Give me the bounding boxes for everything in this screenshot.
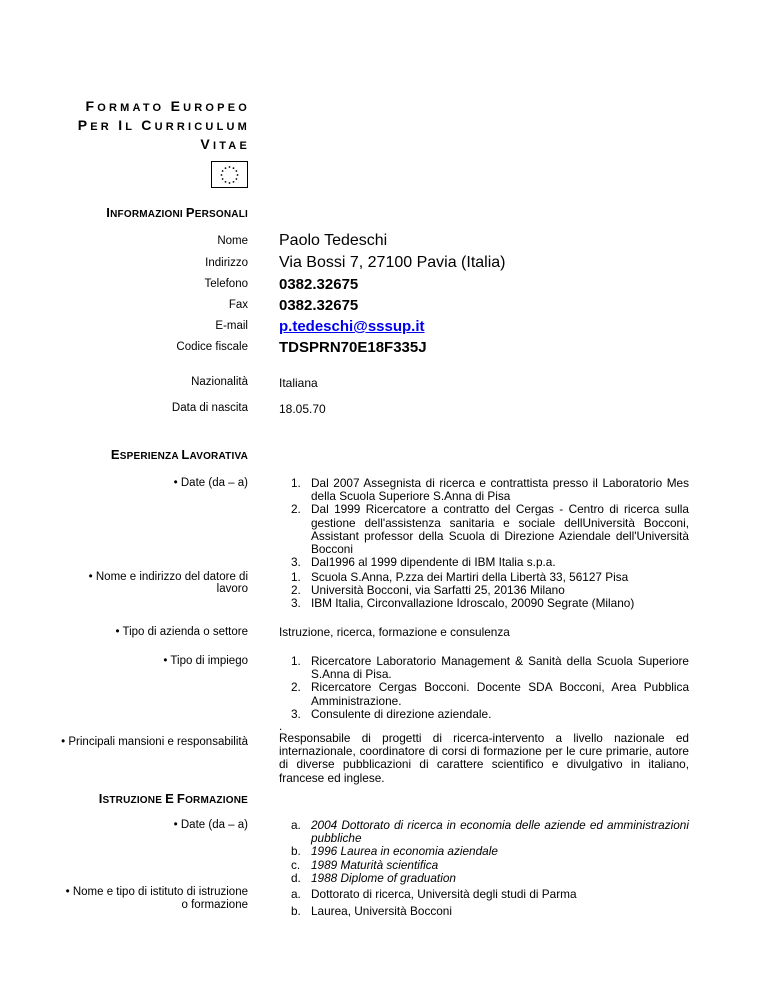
list-item: 1. Dal 2007 Assegnista di ricerca e contrattista presso il Laboratorio Mes della Scuola Superiore S.Anna di Pisa — [291, 476, 689, 504]
institute-list — [279, 886, 689, 920]
value-telefono: 0382.32675 — [279, 276, 359, 293]
value-codice-fiscale: TDSPRN70E18F335J — [279, 339, 427, 356]
label-employer: • Nome e indirizzo del datore di lavoro — [88, 571, 248, 595]
label-education-dates: • Date (da – a) — [173, 819, 248, 831]
list-item: 3. IBM Italia, Circonvallazione Idroscalo, 20090 Segrate (Milano) — [291, 596, 635, 611]
value-data-nascita: 18.05.70 — [279, 402, 326, 416]
list-item: 3. Dal1996 al 1999 dipendente di IBM Italia s.p.a. — [291, 555, 556, 570]
value-fax: 0382.32675 — [279, 297, 359, 314]
label-work-dates: • Date (da – a) — [173, 477, 248, 489]
value-indirizzo: Via Bossi 7, 27100 Pavia (Italia) — [279, 254, 506, 271]
label-institute-line-1: • Nome e tipo di istituto di istruzione — [65, 886, 248, 898]
label-sector: • Tipo di azienda o settore — [115, 626, 248, 638]
education-dates-list — [279, 819, 689, 885]
list-item: 2. Dal 1999 Ricercatore a contratto del Cergas - Centro di ricerca sulla gestione dell'assistenza sanitaria e sociale dellUniversità Bocconi, Assistant professor della Scuola di Direzione Aziendale dell'Università Bocconi — [291, 502, 689, 557]
value-nome: Paolo Tedeschi — [279, 232, 388, 249]
section-education: ISTRUZIONE E FORMAZIONE — [98, 791, 248, 806]
email-link[interactable]: p.tedeschi@sssup.it — [279, 318, 425, 335]
list-item: c. 1989 Maturità scientifica — [291, 857, 439, 872]
value-nazionalita: Italiana — [279, 376, 318, 390]
label-codice-fiscale: Codice fiscale — [176, 341, 248, 353]
label-job-type: • Tipo di impiego — [163, 655, 248, 667]
section-personal-info: INFORMAZIONI PERSONALI — [106, 205, 248, 220]
label-email: E-mail — [215, 320, 248, 332]
eu-flag-icon — [211, 161, 248, 188]
cv-title — [60, 98, 250, 155]
employer-list — [279, 571, 689, 611]
list-item: 1. Ricercatore Laboratorio Management & Sanità della Scuola Superiore S.Anna di Pisa. — [291, 654, 689, 682]
section-work-experience: ESPERIENZA LAVORATIVA — [110, 447, 248, 462]
label-institute-line-2: o formazione — [181, 899, 248, 911]
work-dates-list — [279, 477, 689, 569]
list-item: b. 1996 Laurea in economia aziendale — [291, 844, 498, 859]
list-item: a. 2004 Dottorato di ricerca in economia delle aziende ed amministrazioni pubbliche — [291, 818, 689, 846]
label-telefono: Telefono — [204, 278, 248, 290]
list-item: 1. Scuola S.Anna, P.zza dei Martiri della Libertà 33, 56127 Pisa — [291, 570, 629, 584]
value-duties: Responsabile di progetti di ricerca-intervento a livello nazionale ed internazionale, coordinatore di corsi di formazione per le cure primarie, autore di diverse pubblicazioni di carattere scientifico e divulgativo in italiano, francese ed inglese. — [279, 731, 689, 785]
label-institute — [60, 886, 248, 912]
list-item: b. Laurea, Università Bocconi — [291, 904, 452, 918]
title-line-3: VITAE — [200, 136, 250, 152]
label-nazionalita: Nazionalità — [191, 376, 248, 388]
title-line-1: FORMATO EUROPEO — [85, 98, 250, 114]
label-fax: Fax — [228, 299, 248, 311]
job-type-list — [279, 655, 689, 721]
list-item: d. 1988 Diplome of graduation — [291, 870, 456, 885]
list-item: 3. Consulente di direzione aziendale. — [291, 706, 492, 721]
title-line-2: PER IL CURRICULUM — [77, 117, 250, 133]
list-item: 2. Università Bocconi, via Sarfatti 25, 20136 Milano — [291, 583, 565, 598]
list-item: 2. Ricercatore Cergas Bocconi. Docente SDA Bocconi, Area Pubblica Amministrazione. — [291, 680, 689, 708]
label-duties: • Principali mansioni e responsabilità — [61, 736, 248, 748]
separator-dot: . — [279, 719, 283, 733]
label-data-nascita: Data di nascita — [171, 402, 248, 414]
label-nome: Nome — [217, 235, 248, 247]
list-item: a. Dottorato di ricerca, Università degli studi di Parma — [291, 887, 577, 901]
label-indirizzo: Indirizzo — [205, 257, 248, 269]
value-sector: Istruzione, ricerca, formazione e consulenza — [279, 625, 510, 639]
